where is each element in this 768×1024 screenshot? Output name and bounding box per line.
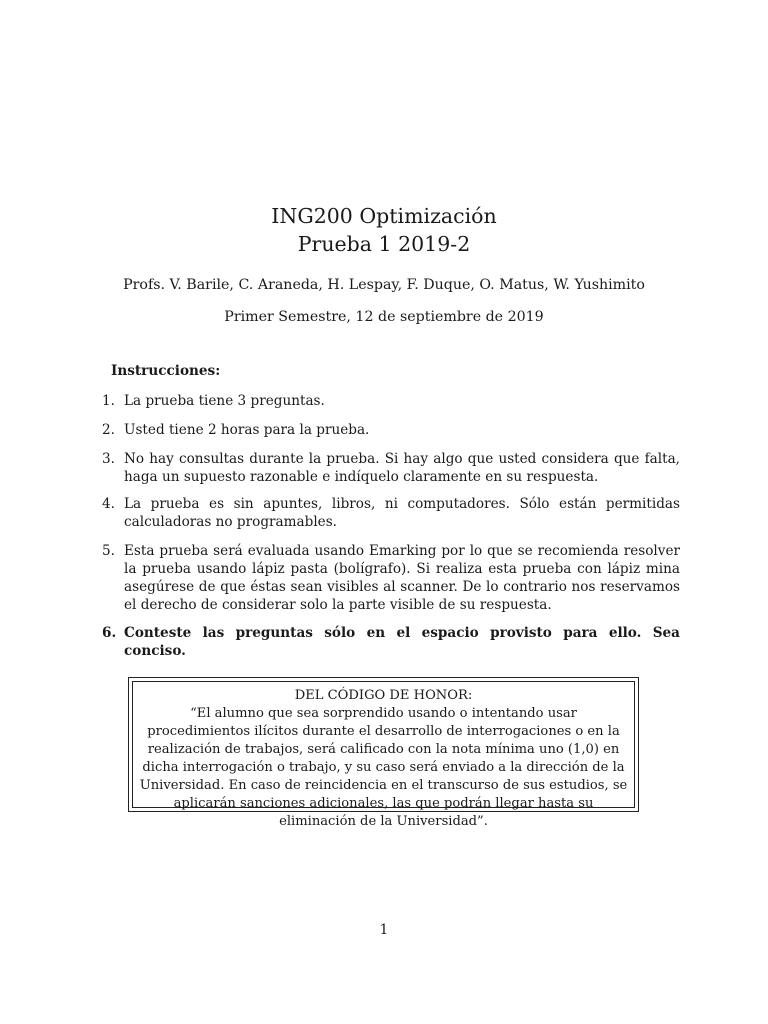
honor-code-text: “El alumno que sea sorprendido usando o intentando usar procedimientos ilícitos durante el desarrollo de interrogaciones o en la realización de trabajos, será calificado con la nota mínima uno (1,0) en dicha interrogación o trabajo, y su caso será enviado a la dirección de la Universidad. En caso de reincidencia en el transcurso de sus estudios, se aplicarán sanciones adicionales, las que podrán llegar hasta su eliminación de la Universidad”. <box>139 706 628 829</box>
instruction-text: Conteste las preguntas sólo en el espacio provisto para ello. Sea conciso. <box>124 625 680 659</box>
honor-code-title: DEL CÓDIGO DE HONOR: <box>294 688 473 703</box>
instruction-item-4 <box>102 495 680 531</box>
instruction-text: Usted tiene 2 horas para la prueba. <box>124 422 370 438</box>
instruction-number: 1. <box>102 393 115 409</box>
course-title: ING200 Optimización <box>271 204 497 228</box>
instruction-item-2 <box>102 421 680 439</box>
honor-code-inner-frame <box>132 681 635 829</box>
instruction-item-5 <box>102 542 680 614</box>
instruction-item-6 <box>102 624 680 660</box>
instruction-number: 6. <box>102 625 117 641</box>
instruction-text: No hay consultas durante la prueba. Si hay algo que usted considera que falta, haga un supuesto razonable e indíquelo claramente en su respuesta. <box>124 451 680 485</box>
exam-date: Primer Semestre, 12 de septiembre de 2019 <box>224 309 544 325</box>
instruction-number: 5. <box>102 543 115 559</box>
instruction-text: La prueba tiene 3 preguntas. <box>124 393 325 409</box>
instruction-number: 2. <box>102 422 115 438</box>
instruction-item-1 <box>102 392 680 410</box>
authors-line: Profs. V. Barile, C. Araneda, H. Lespay, F. Duque, O. Matus, W. Yushimito <box>123 277 645 293</box>
instruction-text: Esta prueba será evaluada usando Emarking por lo que se recomienda resolver la prueba usando lápiz pasta (bolígrafo). Si realiza esta prueba con lápiz mina asegúrese de que éstas sean visibles al scanner. De lo contrario nos reservamos el derecho de considerar solo la parte visible de su respuesta. <box>124 543 680 613</box>
instructions-heading: Instrucciones: <box>111 363 221 379</box>
title-block <box>0 202 768 258</box>
page-number: 1 <box>379 922 389 938</box>
instruction-item-3 <box>102 450 680 486</box>
instruction-text: La prueba es sin apuntes, libros, ni computadores. Sólo están permitidas calculadoras no programables. <box>124 496 680 530</box>
instruction-number: 4. <box>102 496 115 512</box>
instruction-number: 3. <box>102 451 115 467</box>
honor-code-box <box>128 677 639 829</box>
exam-title: Prueba 1 2019-2 <box>297 232 471 256</box>
